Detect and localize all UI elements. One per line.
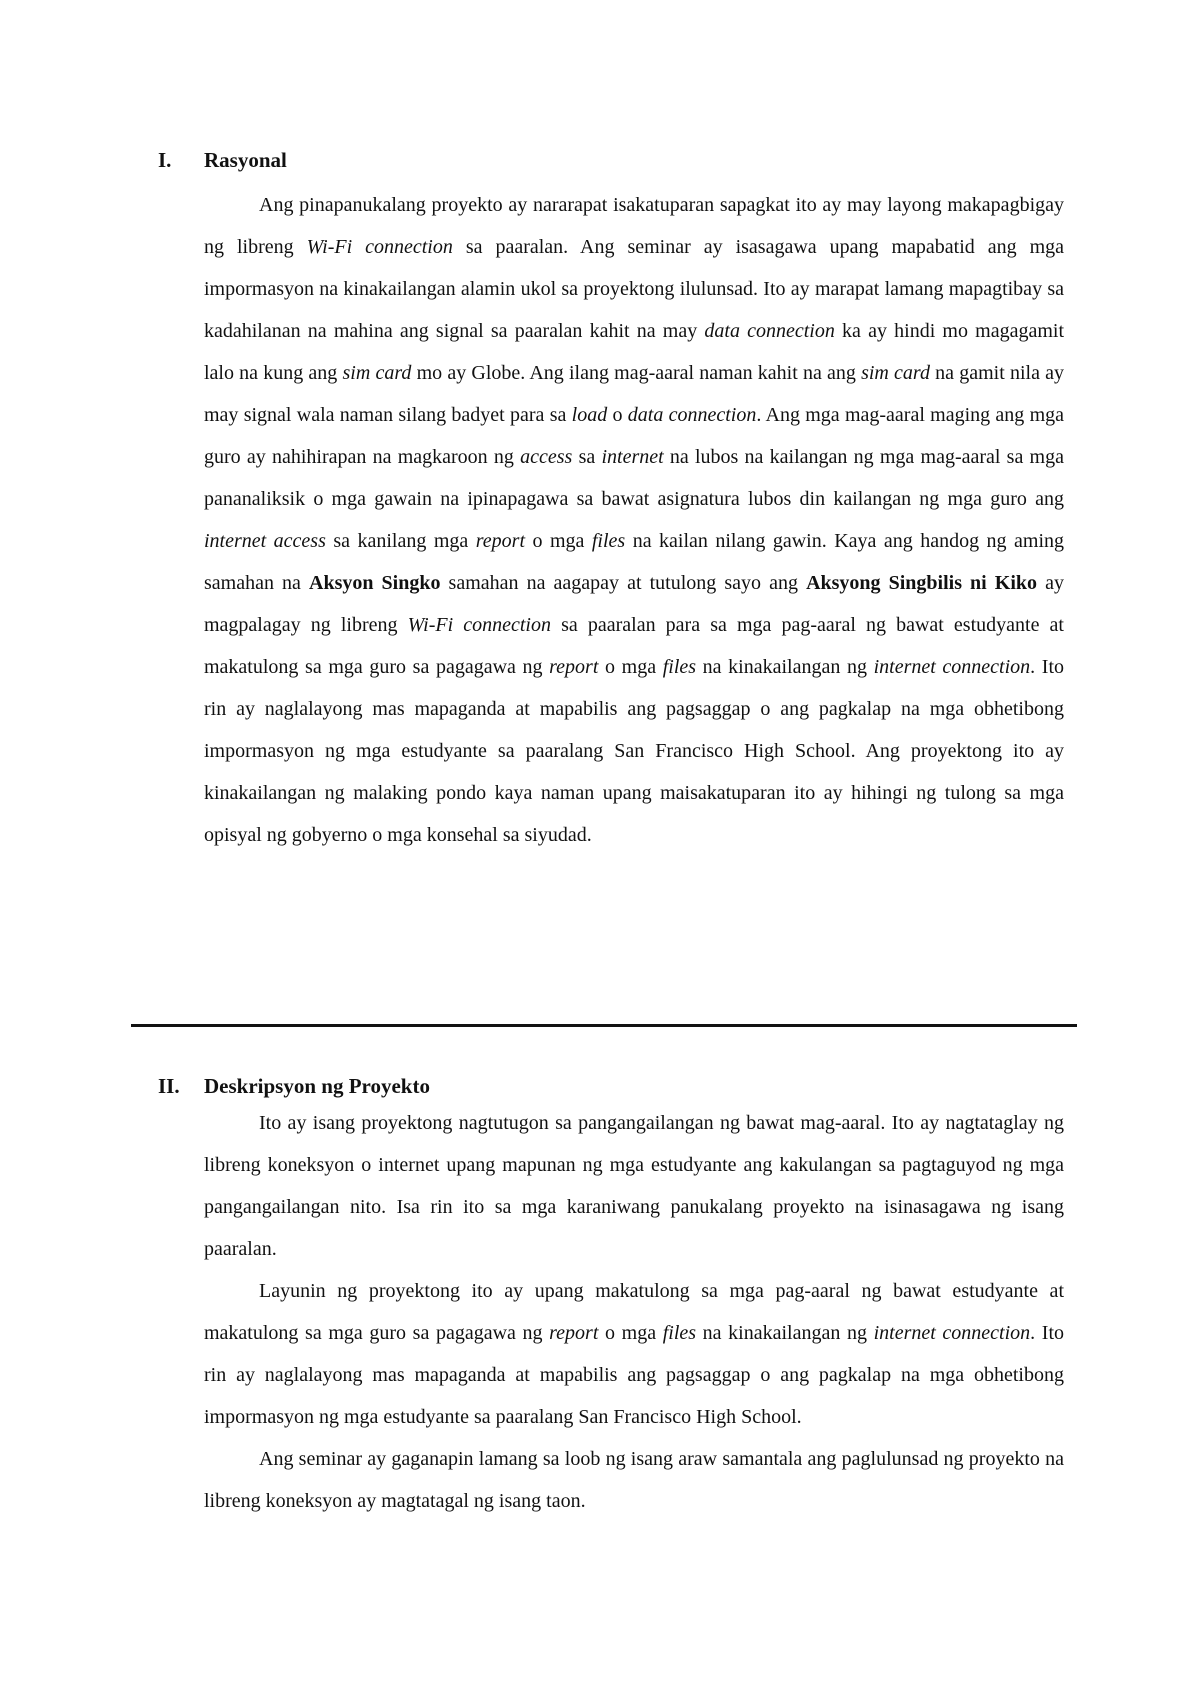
text-run: mo ay Globe. Ang ilang mag-aaral naman kahit na ang: [411, 362, 862, 384]
text-run: o mga: [598, 1322, 663, 1344]
text-run: na kinakailangan ng: [696, 1322, 874, 1344]
section-title: Deskripsyon ng Proyekto: [204, 1074, 430, 1098]
italic-term: report: [549, 1322, 599, 1344]
text-run: . Ito rin ay naglalayong mas mapaganda at mapabilis ang pagsaggap o ang pagkalap na mga obhetibong impormasyon ng mga estudyante sa paaralang San Francisco High School. Ang proyektong ito ay kinakailangan ng malaking pondo kaya naman upang maisakatuparan ito ay hihingi ng tulong sa mga opisyal ng gobyerno o mga konsehal sa siyudad.: [204, 656, 1065, 846]
text-run: o mga: [598, 656, 663, 678]
text-run: sa paaralan. Ang seminar ay isasagawa upang mapabatid ang mga impormasyon na kinakailangan alamin ukol sa proyektong ilulunsad. Ito ay marapat lamang mapagtibay sa kadahilanan na mahina ang signal sa paaralan kahit na may: [204, 236, 1064, 342]
bold-name: Aksyong Singbilis ni Kiko: [806, 572, 1038, 594]
text-run: na kinakailangan ng: [696, 656, 874, 678]
section-body: [204, 1102, 1064, 1522]
italic-term: load: [571, 404, 608, 426]
text-run: sa paaralan para sa mga pag-aaral ng bawat estudyante at makatulong sa mga guro sa pagagawa ng: [204, 614, 1064, 678]
section-heading: [158, 1072, 1064, 1100]
text-run: sa: [572, 446, 602, 468]
section-title: Rasyonal: [204, 148, 287, 172]
italic-term: sim card: [861, 362, 930, 384]
italic-term: internet connection: [873, 1322, 1031, 1344]
section-heading: [158, 146, 1064, 174]
text-run: sa kanilang mga: [325, 530, 476, 552]
section-number: I.: [158, 148, 172, 172]
text-run: Ang pinapanukalang proyekto ay nararapat isakatuparan sapagkat ito ay may layong makapagbigay ng libreng: [204, 194, 1064, 258]
italic-term: access: [520, 446, 573, 468]
italic-term: internet access: [204, 530, 326, 552]
italic-term: Wi-Fi connection: [407, 614, 551, 636]
italic-term: data connection: [627, 404, 757, 426]
text-run: o mga: [525, 530, 592, 552]
italic-term: files: [662, 656, 697, 678]
italic-term: internet connection: [873, 656, 1031, 678]
text-run: ay magpalagay ng libreng: [204, 572, 1064, 636]
italic-term: files: [662, 1322, 697, 1344]
paragraph: [204, 184, 1064, 856]
text-run: na gamit nila ay may signal wala naman silang badyet para sa: [204, 362, 1065, 426]
text-run: na kailan nilang gawin. Kaya ang handog ng aming samahan na: [204, 530, 1065, 594]
paragraph: Ang seminar ay gaganapin lamang sa loob ng isang araw samantala ang paglulunsad ng proyekto na libreng koneksyon ay magtatagal ng isang taon.: [204, 1448, 1064, 1512]
italic-term: internet: [601, 446, 664, 468]
section-body: [204, 184, 1064, 856]
text-run: . Ito rin ay naglalayong mas mapaganda at mapabilis ang pagsaggap o ang pagkalap na mga obhetibong impormasyon ng mga estudyante sa paaralang San Francisco High School.: [204, 1322, 1065, 1428]
horizontal-divider: [131, 1024, 1077, 1027]
paragraph: Ito ay isang proyektong nagtutugon sa pangangailangan ng bawat mag-aaral. Ito ay nagtataglay ng libreng koneksyon o internet upang mapunan ng mga estudyante ang kakulangan sa pagtaguyod ng mga pangangailangan nito. Isa rin ito sa mga karaniwang panukalang proyekto na isinasagawa ng isang paaralan.: [204, 1112, 1064, 1260]
text-run: ka ay hindi mo magagamit lalo na kung ang: [204, 320, 1065, 384]
bold-name: Aksyon Singko: [309, 572, 441, 594]
italic-term: sim card: [342, 362, 412, 384]
text-run: o: [607, 404, 628, 426]
italic-term: report: [549, 656, 599, 678]
italic-term: Wi-Fi connection: [306, 236, 453, 258]
italic-term: report: [475, 530, 526, 552]
section-deskripsyon: [158, 1072, 1064, 1522]
section-number: II.: [158, 1074, 180, 1098]
section-rasyonal: [158, 146, 1064, 856]
text-run: . Ang mga mag-aaral maging ang mga guro ay nahihirapan na magkaroon ng: [204, 404, 1065, 468]
italic-term: files: [591, 530, 626, 552]
text-run: samahan na aagapay at tutulong sayo ang: [440, 572, 807, 594]
text-run: na lubos na kailangan ng mga mag-aaral sa mga pananaliksik o mga gawain na ipinapagawa sa bawat asignatura lubos din kailangan ng mga guro ang: [204, 446, 1064, 510]
text-run: Layunin ng proyektong ito ay upang makatulong sa mga pag-aaral ng bawat estudyante at makatulong sa mga guro sa pagagawa ng: [204, 1280, 1064, 1344]
paragraph: [204, 1270, 1064, 1438]
italic-term: data connection: [704, 320, 835, 342]
